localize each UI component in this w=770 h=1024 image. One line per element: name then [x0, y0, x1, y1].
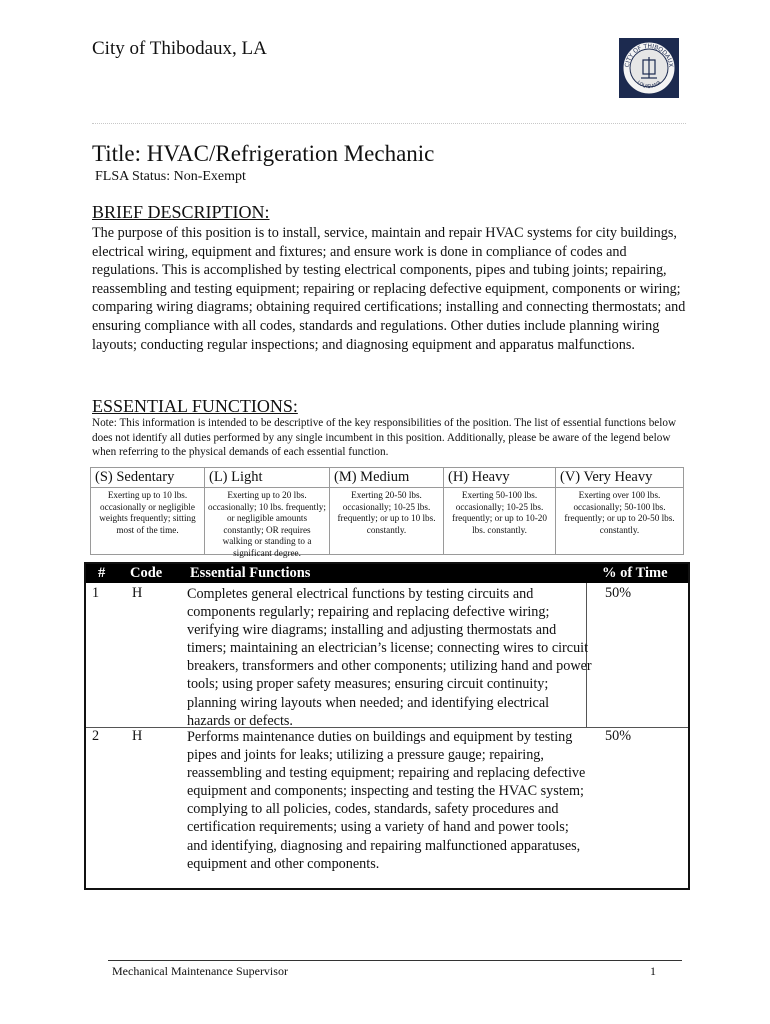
seal-text-bottom: LOUISIANA [635, 79, 663, 91]
legend-description: Exerting up to 20 lbs. occasionally; 10 lbs. frequently; or negligible amounts constantly; OR requires walking or standing to a significant degree. [208, 490, 326, 558]
seal-text-top: CITY OF THIBODAUX [623, 42, 675, 68]
page-number: 1 [650, 964, 656, 978]
header-number: # [98, 565, 106, 581]
legend-description: Exerting up to 10 lbs. occasionally or negligible weights frequently; sitting most of the time. [99, 490, 196, 535]
legend-description: Exerting 20-50 lbs. occasionally; 10-25 lbs. frequently; or up to 10 lbs. constantly. [337, 490, 436, 535]
brief-description-text: The purpose of this position is to install, service, maintain and repair HVAC systems for city buildings, electrical wiring, equipment and fixtures; and ensure work is done in compliance of codes and regulations. This is accomplished by testing electrical components, pipes and tubing joints; repairing, reassembling and testing equipment; repairing or replacing defective equipment, components or wiring; comparing wiring diagrams; obtaining required certifications; installing and connecting thermostats; and ensuring compliance with all codes, standards and regulations. Other duties include planning wiring layouts; conducting regular inspections; and diagnosing equipment and apparatus malfunctions. [92, 225, 686, 353]
legend-label: (S) Sedentary [91, 468, 204, 488]
row-number: 2 [92, 728, 100, 744]
row-code: H [132, 585, 143, 601]
legend-label: (M) Medium [330, 468, 443, 488]
brief-description-heading: BRIEF DESCRIPTION: [92, 202, 270, 222]
footer-divider [108, 960, 682, 961]
table-header [86, 564, 688, 583]
legend-label: (L) Light [205, 468, 329, 488]
table-row [86, 585, 688, 728]
essential-functions-note: Note: This information is intended to be descriptive of the key responsibilities of the position. The list of essential functions below does not identify all duties performed by any single incumbent in this position. Additionally, please be aware of the legend below when referring to the physical demands of each essential function. [92, 417, 677, 459]
legend-very-heavy [555, 468, 683, 554]
legend-description: Exerting 50-100 lbs. occasionally; 10-25 lbs. frequently; or up to 10-20 lbs. constantly. [452, 490, 547, 535]
essential-functions-table [84, 562, 690, 890]
essential-functions-heading: ESSENTIAL FUNCTIONS: [92, 396, 298, 416]
table-row [86, 728, 688, 888]
city-name: City of Thibodaux, LA [92, 38, 267, 59]
legend-label: (V) Very Heavy [556, 468, 683, 488]
legend-medium [329, 468, 443, 554]
header-essential-functions: Essential Functions [190, 565, 311, 581]
header-divider [92, 123, 686, 124]
row-percent: 50% [605, 728, 632, 744]
legend-sedentary [91, 468, 204, 554]
legend-light [204, 468, 329, 558]
row-code: H [132, 728, 143, 744]
legend-heavy [443, 468, 555, 554]
header-code: Code [130, 565, 163, 581]
row-number: 1 [92, 585, 100, 601]
row-description: Completes general electrical functions by testing circuits and components regularly; repairing and replacing defective wiring; verifying wire diagrams; installing and adjusting thermostats and timers; maintaining an electrician’s license; connecting wires to circuit breakers, transformers and other components; utilizing hand and power tools; using proper safety measures; ensuring circuit continuity; planning wiring layouts when needed; and identifying electrical hazards or defects. [187, 586, 592, 729]
flsa-status: FLSA Status: Non-Exempt [95, 169, 246, 184]
city-seal-icon [619, 38, 679, 98]
row-percent: 50% [605, 585, 632, 601]
physical-demand-legend [90, 467, 684, 558]
header-percent-time: % of Time [602, 565, 668, 581]
legend-description: Exerting over 100 lbs. occasionally; 50-100 lbs. frequently; or up to 20-50 lbs. constantly. [564, 490, 675, 535]
legend-label: (H) Heavy [444, 468, 555, 488]
page-title: Title: HVAC/Refrigeration Mechanic [92, 141, 435, 166]
footer-position: Mechanical Maintenance Supervisor [112, 964, 288, 978]
row-description: Performs maintenance duties on buildings and equipment by testing pipes and joints for leaks; utilizing a pressure gauge; repairing, reassembling and testing equipment; repairing and replacing defective equipment and components; inspecting and testing the HVAC system; complying to all policies, codes, standards, safety procedures and certification requirements; using a variety of hand and power tools; and identifying, diagnosing and repairing malfunctioned apparatuses, equipment and other components. [187, 729, 586, 872]
